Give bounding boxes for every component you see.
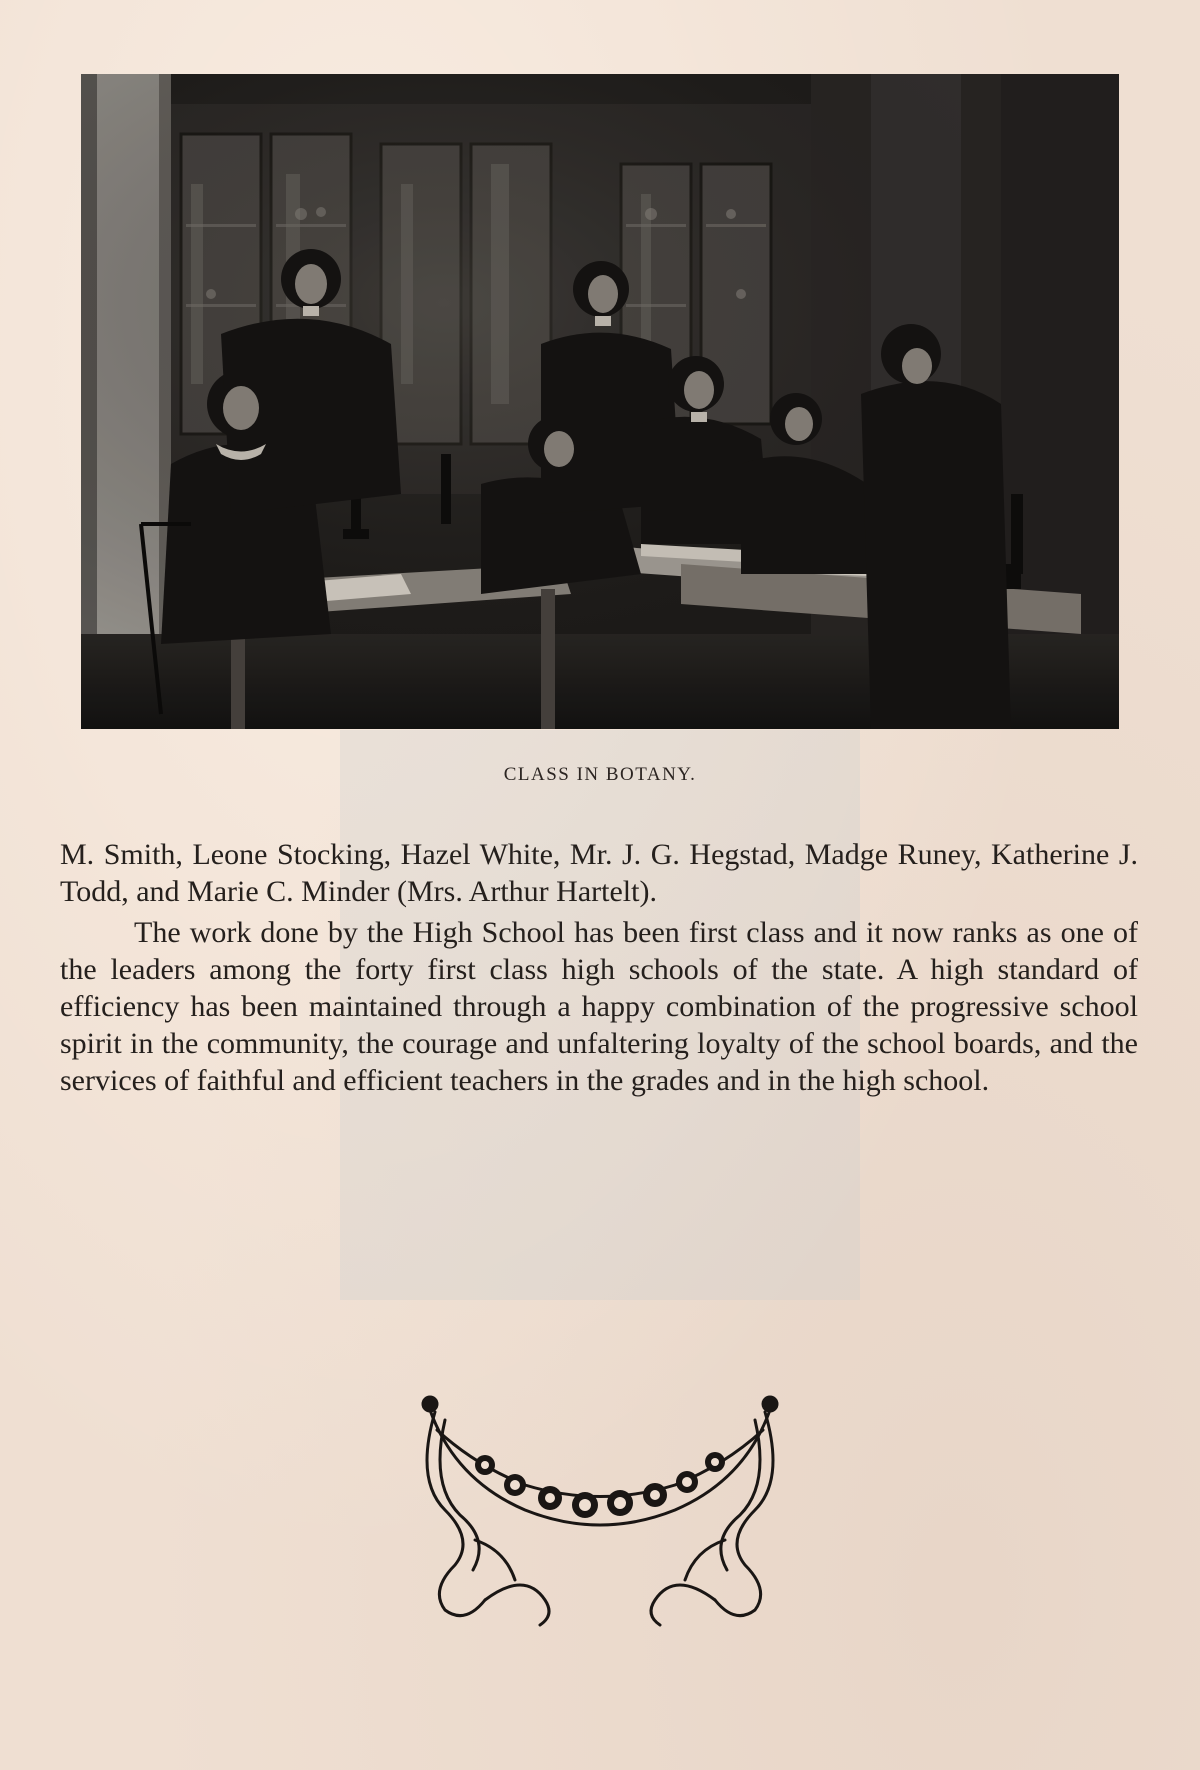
body-text — [60, 836, 1138, 1099]
photo-caption: CLASS IN BOTANY. — [503, 764, 697, 785]
garland-ornament-icon — [415, 1390, 785, 1630]
paragraph-high-school: The work done by the High School has been first class and it now ranks as one of the leaders among the forty first class high schools of the state. A high standard of efficiency has been maintained through a happy combination of the progressive school spirit in the community, the courage and unfaltering loyalty of the school boards, and the services of faithful and efficient teachers in the grades and in the high school. — [60, 916, 1138, 1097]
class-in-botany-photo — [81, 74, 1119, 729]
paragraph-names: M. Smith, Leone Stocking, Hazel White, Mr. J. G. Hegstad, Madge Runey, Katherine J. Todd, and Marie C. Minder (Mrs. Arthur Hartelt). — [60, 838, 1138, 908]
